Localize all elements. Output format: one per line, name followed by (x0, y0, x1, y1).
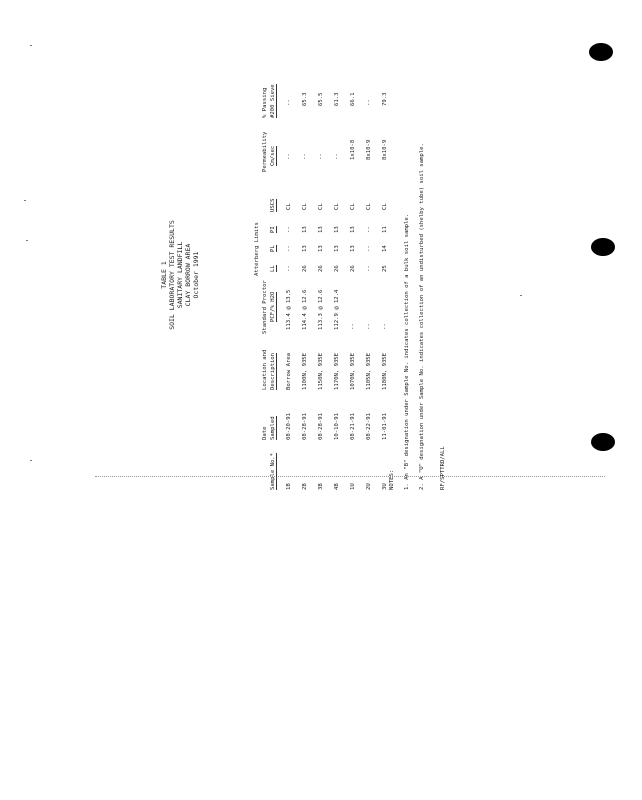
cell-location: 1150N, 935E (318, 352, 324, 390)
cell-proctor: 113.4 @ 13.5 (286, 289, 292, 330)
header-uscs: USCS (270, 198, 276, 212)
cell-pl: -- (366, 245, 372, 252)
title-line: October 1991 (192, 251, 200, 299)
cell-uscs: CL (350, 203, 356, 210)
binder-hole (591, 433, 615, 451)
cell-location: Borrow Area (286, 352, 292, 390)
cell-sample-no: 2U (366, 483, 372, 490)
cell-proctor: 113.3 @ 12.6 (318, 289, 324, 330)
cell-permeability: -- (286, 153, 292, 160)
cell-proctor: 112.9 @ 12.4 (334, 289, 340, 330)
header-sieve: #200 Sieve (270, 84, 276, 118)
scan-speck (30, 460, 32, 461)
header-ll: LL (270, 265, 276, 272)
header-proctor-units: PCF/% H2O (270, 291, 276, 322)
cell-date: 11-01-91 (382, 413, 388, 440)
table-row (362, 60, 378, 490)
table-row (346, 60, 362, 490)
binder-hole (591, 238, 615, 256)
cell-ll: 26 (318, 265, 324, 272)
cell-permeability: 8x10-9 (382, 139, 388, 160)
scan-speck (520, 295, 522, 296)
title-line: CLAY BORROW AREA (184, 243, 192, 307)
cell-pi: 11 (382, 226, 388, 233)
header-description: Description (270, 352, 276, 390)
cell-proctor: -- (350, 323, 356, 330)
cell-date: 08-21-91 (350, 413, 356, 440)
cell-ll: -- (366, 265, 372, 272)
cell-uscs: CL (286, 203, 292, 210)
cell-location: 1180N, 935E (382, 352, 388, 390)
header-perm-units: Cm/sec (270, 145, 276, 166)
header-atterberg: Atterberg Limits (254, 222, 260, 276)
table-row (330, 60, 346, 490)
cell-uscs: CL (302, 203, 308, 210)
cell-sample-no: 3U (382, 483, 388, 490)
cell-proctor: -- (366, 323, 372, 330)
cell-location: 1105N, 935E (366, 352, 372, 390)
notes (388, 60, 427, 490)
cell-pl: 13 (334, 245, 340, 252)
rotated-content (120, 60, 460, 490)
cell-location: 1100N, 935E (302, 352, 308, 390)
table-row (314, 60, 330, 490)
reference-code: RF/SPTTRD/ALL (440, 446, 446, 490)
cell-pi: -- (286, 226, 292, 233)
scan-speck (26, 240, 28, 241)
cell-ll: 26 (350, 265, 356, 272)
scan-speck (30, 45, 32, 46)
cell-permeability: 8x10-9 (366, 139, 372, 160)
cell-location: 1070N, 935E (350, 352, 356, 390)
header-proctor: Standard Proctor (262, 280, 268, 334)
cell-uscs: CL (366, 203, 372, 210)
cell-pi: -- (366, 226, 372, 233)
cell-sample-no: 1B (286, 483, 292, 490)
cell-passing: -- (286, 99, 292, 106)
header-passing: % Passing (262, 87, 268, 118)
cell-permeability: 1x10-8 (350, 139, 356, 160)
cell-passing: -- (366, 99, 372, 106)
header-sampled: Sampled (270, 416, 276, 440)
cell-pl: 13 (318, 245, 324, 252)
title-line: SANITARY LANDFILL (176, 241, 184, 309)
cell-ll: -- (286, 265, 292, 272)
cell-sample-no: 1U (350, 483, 356, 490)
cell-passing: 61.3 (334, 92, 340, 106)
header-permeability: Permeability (262, 131, 268, 172)
cell-ll: 26 (334, 265, 340, 272)
cell-sample-no: 3B (318, 483, 324, 490)
header-pi: PI (270, 226, 276, 233)
header-sample-no: Sample No.* (270, 452, 276, 490)
cell-pi: 13 (350, 226, 356, 233)
cell-permeability: -- (334, 153, 340, 160)
title-line: SOIL LABORATORY TEST RESULTS (168, 220, 176, 330)
header-date: Date (262, 426, 268, 440)
cell-passing: 65.5 (318, 92, 324, 106)
cell-pl: 13 (350, 245, 356, 252)
cell-pi: 13 (334, 226, 340, 233)
scan-speck (24, 200, 26, 201)
cell-sample-no: 4B (334, 483, 340, 490)
table-title (160, 60, 200, 490)
cell-date: 08-28-91 (302, 413, 308, 440)
cell-uscs: CL (334, 203, 340, 210)
cell-date: 10-10-91 (334, 413, 340, 440)
table-row (298, 60, 314, 490)
cell-proctor: -- (382, 323, 388, 330)
cell-pl: 13 (302, 245, 308, 252)
cell-uscs: CL (382, 203, 388, 210)
cell-passing: 79.3 (382, 92, 388, 106)
table-header (240, 60, 282, 490)
cell-pl: 14 (382, 245, 388, 252)
binder-hole (589, 43, 613, 61)
cell-permeability: -- (302, 153, 308, 160)
cell-permeability: -- (318, 153, 324, 160)
cell-passing: 66.1 (350, 92, 356, 106)
cell-proctor: 114.4 @ 12.6 (302, 289, 308, 330)
cell-uscs: CL (318, 203, 324, 210)
cell-ll: 25 (382, 265, 388, 272)
cell-date: 08-28-91 (318, 413, 324, 440)
cell-passing: 65.3 (302, 92, 308, 106)
results-table (240, 60, 394, 490)
cell-date: 08-22-91 (366, 413, 372, 440)
cell-ll: 26 (302, 265, 308, 272)
table-row (282, 60, 298, 490)
note-2: 2. A "U" designation under Sample No. indicates collection of an undisturbed (shelby tube) soil sample. (419, 143, 425, 490)
header-pl: PL (270, 245, 276, 252)
notes-heading: NOTES: (389, 469, 395, 490)
cell-date: 08-20-91 (286, 413, 292, 440)
header-location: Location and (262, 349, 268, 390)
cell-sample-no: 2B (302, 483, 308, 490)
note-1: 1. An "B" designation under Sample No. indicates collection of a bulk soil sample. (404, 213, 410, 490)
title-line: TABLE 1 (160, 261, 168, 289)
cell-pi: 13 (302, 226, 308, 233)
cell-pl: -- (286, 245, 292, 252)
cell-location: 1170N, 935E (334, 352, 340, 390)
cell-pi: 13 (318, 226, 324, 233)
